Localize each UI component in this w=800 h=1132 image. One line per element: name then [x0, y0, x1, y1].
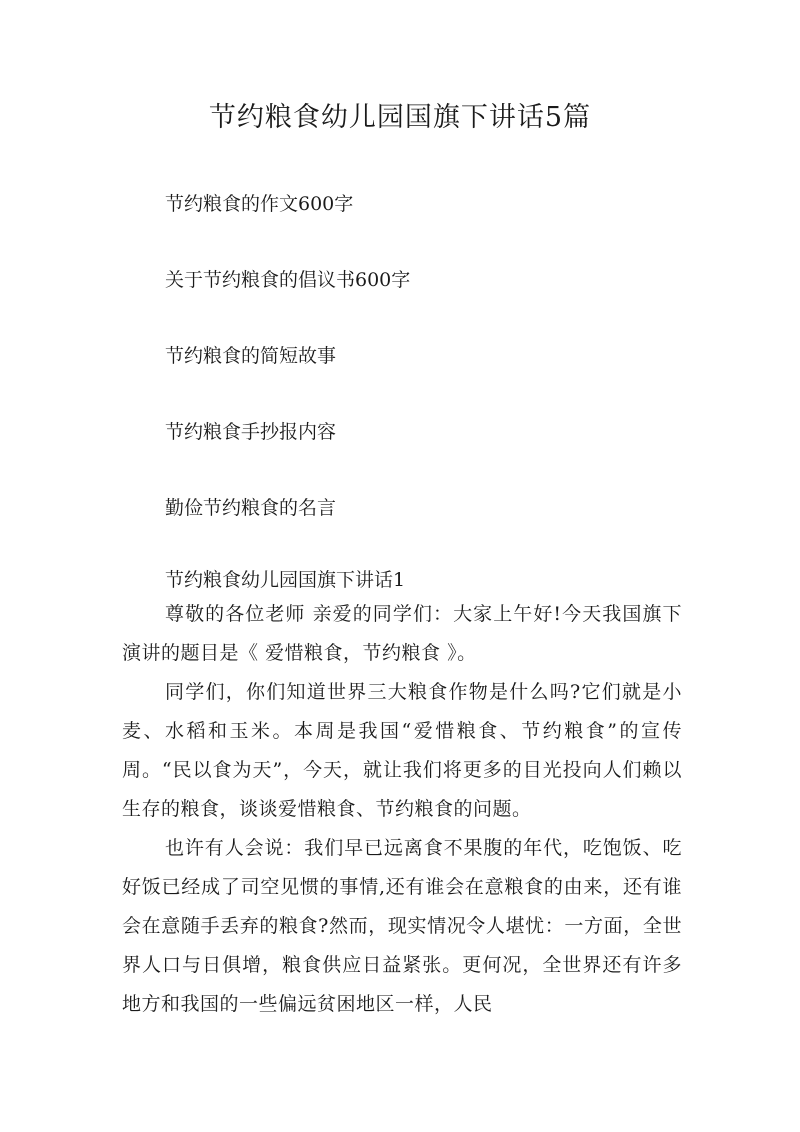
article-body: [122, 595, 682, 1024]
related-link-short-story[interactable]: 节约粮食的简短故事: [165, 345, 337, 367]
paragraph: 同学们，你们知道世界三大粮食作物是什么吗?它们就是小麦、水稻和玉米。本周是我国“爱惜粮食、节约粮食”的宣传周。“民以食为天”，今天，就让我们将更多的目光投向人们赖以生存的粮食，谈谈爱惜粮食、节约粮食的问题。: [122, 681, 682, 820]
page-title: 节约粮食幼儿园国旗下讲话5篇: [208, 102, 592, 133]
paragraph: 尊敬的各位老师 亲爱的同学们：大家上午好!今天我国旗下演讲的题目是《 爱惜粮食，节约粮食 》。: [122, 603, 682, 664]
related-link-quotes[interactable]: 勤俭节约粮食的名言: [165, 497, 337, 519]
related-link-proposal[interactable]: 关于节约粮食的倡议书600字: [165, 269, 411, 291]
section-heading: 节约粮食幼儿园国旗下讲话1: [165, 569, 406, 591]
related-link-handwritten-newspaper[interactable]: 节约粮食手抄报内容: [165, 421, 337, 443]
paragraph: 也许有人会说：我们早已远离食不果腹的年代，吃饱饭、吃好饭已经成了司空见惯的事情,还有谁会在意粮食的由来，还有谁会在意随手丢弃的粮食?然而，现实情况令人堪忧：一方面，全世界人口与日俱增，粮食供应日益紧张。更何况，全世界还有许多地方和我国的一些偏远贫困地区一样，人民: [122, 837, 682, 1015]
related-link-essay[interactable]: 节约粮食的作文600字: [165, 193, 354, 215]
